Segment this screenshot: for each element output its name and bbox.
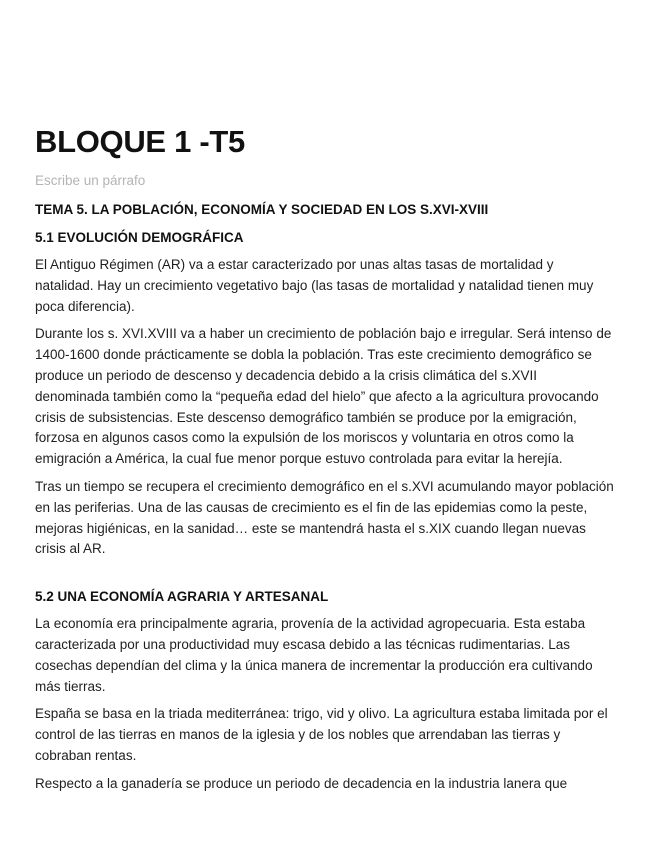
paragraph: España se basa en la triada mediterránea: trigo, vid y olivo. La agricultura estaba limitada por el control de las tierras en manos de la iglesia y de los nobles que arrendaban las tierras y cobraban rentas. [35,706,608,763]
page-title: BLOQUE 1 -T5 [35,124,245,159]
section-heading-demografia: 5.1 EVOLUCIÓN DEMOGRÁFICA [35,230,244,245]
section-heading-economia: 5.2 UNA ECONOMÍA AGRARIA Y ARTESANAL [35,589,329,605]
paragraph: Tras un tiempo se recupera el crecimiento demográfico en el s.XVI acumulando mayor población en las periferias. Una de las causas de crecimiento es el fin de las epidemias como la peste, mejoras higiénicas, en la sanidad… este se mantendrá hasta el s.XIX cuando llegan nuevas crisis al AR. [35,478,614,557]
paragraph: El Antiguo Régimen (AR) va a estar caracterizado por unas altas tasas de mortalidad y natalidad. Hay un crecimiento vegetativo bajo (las tasas de mortalidad y natalidad tienen muy poca diferencia). [35,257,594,314]
paragraph: Respecto a la ganadería se produce un periodo de decadencia en la industria lanera que [35,775,568,791]
paragraph: Durante los s. XVI.XVIII va a haber un crecimiento de población bajo e irregular. Será intenso de 1400-1600 donde prácticamente se dobla la población. Tras este crecimiento demográfico se produce un periodo de descenso y decadencia debido a la crisis climática del s.XVII denominada también como la “pequeña edad del hielo” que afecto a la agricultura provocando crisis de subsistencias. Este descenso demográfico también se produce por la emigración, forzosa en algunos casos como la expulsión de los moriscos y voluntaria en otros como la emigración a América, la cual fue menor porque estuvo controlada para evitar la herejía. [35,326,612,467]
document-body [35,200,615,795]
paragraph: La economía era principalmente agraria, provenía de la actividad agropecuaria. Esta estaba caracterizada por una productividad muy escasa debido a las técnicas rudimentarias. Las cosechas dependían del clima y la única manera de incrementar la producción era cultivando más tierras. [35,616,593,694]
tema-heading: TEMA 5. LA POBLACIÓN, ECONOMÍA Y SOCIEDAD EN LOS S.XVI-XVIII [35,202,489,217]
paragraph-placeholder[interactable]: Escribe un párrafo [35,173,146,188]
